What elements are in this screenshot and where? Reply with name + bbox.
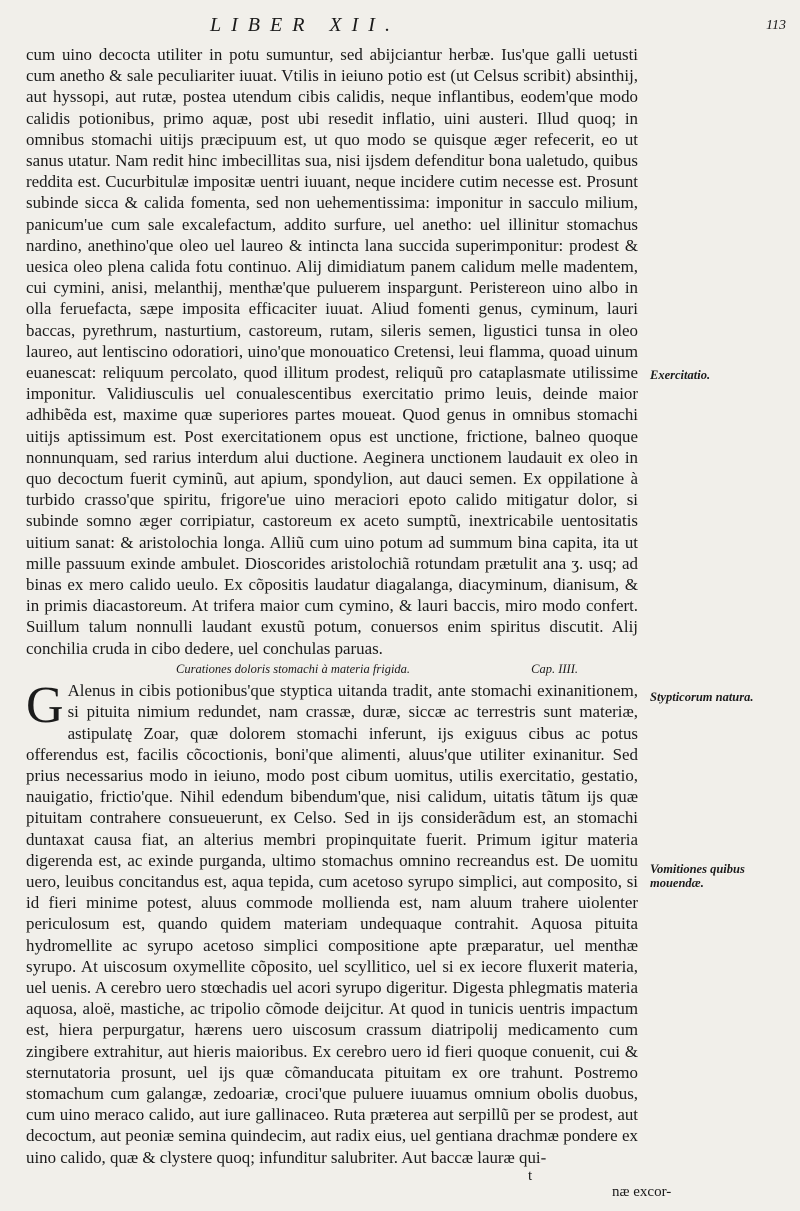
- signature-mark: t: [528, 1168, 533, 1184]
- paragraph-2: [26, 677, 638, 1168]
- chapter-number: Cap. IIII.: [531, 661, 578, 676]
- running-title: LIBER XII.: [210, 14, 400, 36]
- catchword: næ excor-: [612, 1184, 672, 1200]
- running-head: [0, 14, 800, 42]
- chapter-title: Curationes doloris stomachi à materia frigida.: [176, 661, 411, 676]
- main-text-column: [26, 44, 638, 1168]
- margin-note-exercitatio: Exercitatio.: [650, 368, 711, 382]
- paragraph-1: cum uino decocta utiliter in potu sumuntur, sed abijciantur herbæ. Ius'que galli uetusti cum anetho & sale peculiariter iuuat. Vtilis in ieiuno potio est (ut Celsus scribit) absinthij, aut hyssopi, aut rutæ, postea utendum cibis calidis, neque inflantibus, eodem'que modo calidis potionibus, primo aquæ, post ubi resedit inflatio, uini austeri. Illud quoq; in omnibus stomachi uitijs præcipuum est, ut quo modo se quisque æger refecerit, eo ut sanus utatur. Nam redit hinc imbecillitas sua, nisi ijsdem defenditur bona ualetudo, quibus reddita est. Cucurbitulæ impositæ uentri iuuant, neque incidere cutim necesse est. Prosunt subinde sicca & calida fomenta, sed non uehementissima: imponitur in sacculo milium, panicum'ue cum sale excalefactum, addito surfure, uel anetho: uel illinitur stomachus nardino, anethino'que oleo uel laureo & intincta lana succida superimponitur: prodest & uesica oleo plena calida fotu continuo. Alij dimidiatum panem calidum melle madentem, cui cymini, anisi, melanthij, menthæ'que puluerem inspargunt. Peristereon uino albo in olla feruefacta, sæpe imposita efficaciter iuuat. Aliud fomenti genus, cyminum, lauri baccas, pyrethrum, nasturtium, castoreum, rutam, sileris semen, ligustici tunsa in oleo laureo, aut lentiscino odoratiori, uino'que monouatico Cretensi, leui flamma, quoad uinum euanescat: reliquum percolato, quod illitum prodest, reliquũ pro cataplasmate utilissime imponitur. Validiusculis uel conualescentibus exercitatio primo leuis, deinde maior adhibẽda est, maxime quæ superiores partes moueat. Quod genus in omnibus stomachi uitijs aptissimum est. Post exercitationem opus est unctione, frictione, balneo quoque nonnunquam, sed rarius interdum alui ductione. Aeginera unctionem laudauit ex oleo in quo decoctum fuerit cyminũ, aut apium, spondylion, aut dauci semen. Ex oppilatione à turbido crasso'que spiritu, frigore'ue uino meraciori epoto calido mitigatur dolor, si subinde somno æger corripiatur, castoreum ex aceto sumptũ, inextricabile uentositatis uitium sanat: & aristolochia longa. Alliũ cum uino potum ad summum bina capita, ita ut mille passuum exinde ambulet. Dioscorides aristolochiã rotundam prætulit ana ʒ. usq; ad binas ex mero calido ueulo. Ex cõpositis laudatur diagalanga, diacyminum, dianisum, & in primis diacastoreum. At trifera maior cum cymino, & lauri baccis, miro modo confert. Suillum talum nonnulli laudant exustũ potum, conuersos enim spiritus discutit. Alij conchilia cruda in cibo dedere, uel conchulas paruas.: [26, 45, 638, 658]
- drop-cap-initial: G: [26, 677, 64, 735]
- paragraph-2-text: Alenus in cibis potionibus'que styptica uitanda tradit, ante stomachi exinanitionem, si pituita nimium redundet, nam crassæ, duræ, siccæ ac terrestris sunt materiæ, astipulatę Zoar, quæ dolorem stomachi inferunt, ijs exiguus cibus ac potus offerendus est, facilis cõcoctionis, boni'que alimenti, aluus'que utiliter exinanitur. Sed prius necessarius modo in ieiuno, modo post cibum uomitus, utilis exercitatio, gestatio, nauigatio, frictio'que. Nihil edendum bibendum'que, nisi calidum, uitatis tãtum ijs quæ pituitam contrahere consueuerunt, ex Celso. Sed in ijs considerãdum est, an stomachi duntaxat causa fiat, an alterius membri propinquitate fuerit. Primum igitur materia digerenda est, ac exinde purganda, ultimo stomachus omnino recreandus est. De uomitu uero, leuibus concitandus est, aqua tepida, cum acetoso syrupo simplici, aut composito, si id fieri minime potest, aluus commode mollienda est, nam aluum trahere uiolenter periculosum est, quando quidem materiam undequaque contrahit. Aquosa pituita hydromellite ac syrupo acetoso simplici compositione apte præparatur, uel menthæ syrupo. At uiscosum oxymellite cõposito, uel scyllitico, uel si ex iecore fluxerit materia, uel uenis. A cerebro uero stœchadis uel acori syrupo digeritur. Digesta phlegmatis materia aquosa, aloë, mastiche, ac tripolio cõmode deijcitur. At quod in tunicis uentris impactum est, hiera perpurgatur, hærens uero uiscosum crassum diatripolij medicamento cum zingibere extrahitur, aut hieris maioribus. Ex cerebro uero id fieri quoque conuenit, cui & sternutatoria prosunt, uel ijs quæ cõmanducata pituitam ex ore trahunt. Postremo stomachum cum galangæ, zedoariæ, croci'que puluere iuuamus omnium obolis duobus, cum uino meraco calido, aut iure gallinaceo. Ruta præterea aut serpillũ per se prodest, aut decoctum, aut peoniæ semina quindecim, aut radix eius, uel gentiana drachmæ pondere ex uino calido, quæ & clystere quoq; infunditur salubriter. Aut baccæ lauræ qui-: [26, 681, 638, 1167]
- margin-note-vomitiones: Vomitiones quibus mouendæ.: [650, 862, 745, 890]
- chapter-heading: [26, 659, 638, 680]
- margin-note-stypticorum: Stypticorum natura.: [650, 690, 754, 704]
- folio-number: 113: [766, 18, 786, 33]
